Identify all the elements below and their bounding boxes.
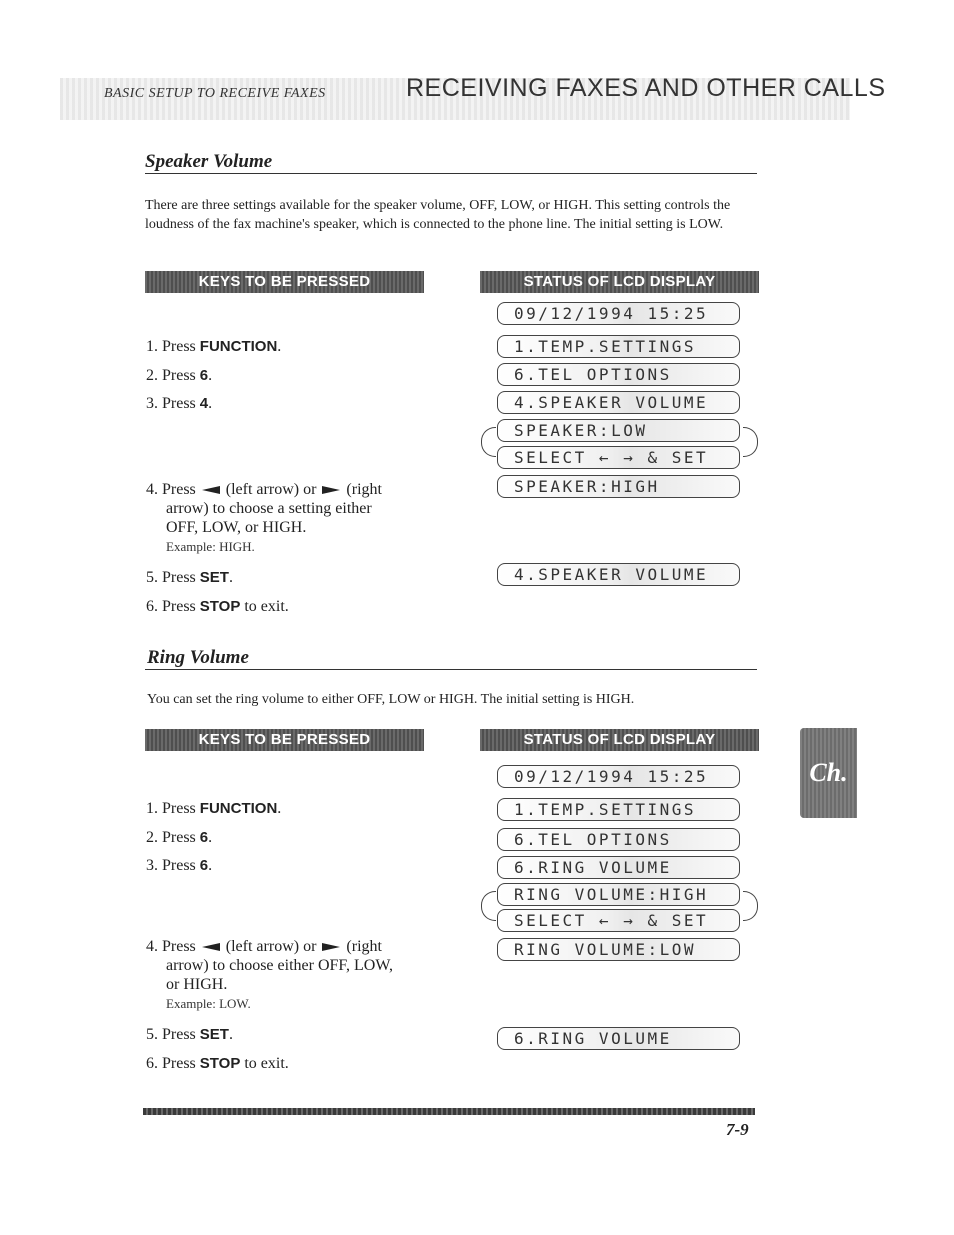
section-title-speaker-volume: Speaker Volume bbox=[145, 151, 273, 172]
lcd-display: 6.TEL OPTIONS bbox=[497, 363, 740, 386]
step-2: 2. Press 6. bbox=[146, 829, 213, 846]
lcd-display: SELECT ← → & SET bbox=[497, 446, 740, 469]
lcd-display: 4.SPEAKER VOLUME bbox=[497, 563, 740, 586]
keys-banner: KEYS TO BE PRESSED bbox=[145, 271, 424, 293]
cycle-loop-icon bbox=[743, 891, 758, 921]
speaker-intro-paragraph: There are three settings available for the speaker volume, OFF, LOW, or HIGH. This setting controls the loudness of the fax machine's speaker, which is connected to the phone line. The initial setting is LOW. bbox=[145, 198, 731, 232]
section-rule bbox=[145, 669, 757, 670]
lcd-display: 6.RING VOLUME bbox=[497, 856, 740, 879]
page-number: 7-9 bbox=[726, 1120, 749, 1139]
lcd-display: 4.SPEAKER VOLUME bbox=[497, 391, 740, 414]
step-3: 3. Press 4. bbox=[146, 395, 213, 412]
running-header-section: BASIC SETUP TO RECEIVE FAXES bbox=[104, 86, 326, 101]
left-arrow-icon bbox=[202, 943, 220, 951]
cycle-loop-icon bbox=[481, 891, 496, 921]
lcd-display: SPEAKER:HIGH bbox=[497, 475, 740, 498]
right-arrow-icon bbox=[322, 943, 340, 951]
lcd-display: 1.TEMP.SETTINGS bbox=[497, 798, 740, 821]
running-header-chapter: RECEIVING FAXES AND OTHER CALLS bbox=[406, 74, 886, 102]
keys-banner: KEYS TO BE PRESSED bbox=[145, 729, 424, 751]
left-arrow-icon bbox=[202, 486, 220, 494]
lcd-display: 6.TEL OPTIONS bbox=[497, 828, 740, 851]
footer-rule bbox=[143, 1108, 755, 1115]
step-4: 4. Press (left arrow) or (right arrow) to choose either OFF, LOW, or HIGH. Example: LOW. bbox=[146, 938, 393, 1011]
lcd-display: RING VOLUME:HIGH bbox=[497, 883, 740, 906]
lcd-display: 09/12/1994 15:25 bbox=[497, 302, 740, 325]
lcd-display: 1.TEMP.SETTINGS bbox=[497, 335, 740, 358]
step-4: 4. Press (left arrow) or (right arrow) to choose a setting either OFF, LOW, or HIGH. Example: HIGH. bbox=[146, 481, 382, 554]
lcd-banner: STATUS OF LCD DISPLAY bbox=[480, 729, 759, 751]
step-5: 5. Press SET. bbox=[146, 1026, 233, 1043]
step-3: 3. Press 6. bbox=[146, 857, 213, 874]
step-6: 6. Press STOP to exit. bbox=[146, 1055, 289, 1072]
step-5: 5. Press SET. bbox=[146, 569, 233, 586]
cycle-loop-icon bbox=[743, 427, 758, 457]
lcd-display: SPEAKER:LOW bbox=[497, 419, 740, 442]
lcd-display: 09/12/1994 15:25 bbox=[497, 765, 740, 788]
section-rule bbox=[145, 173, 757, 174]
lcd-display: RING VOLUME:LOW bbox=[497, 938, 740, 961]
lcd-banner: STATUS OF LCD DISPLAY bbox=[480, 271, 759, 293]
section-title-ring-volume: Ring Volume bbox=[147, 647, 249, 668]
step-1: 1. Press FUNCTION. bbox=[146, 800, 282, 817]
right-arrow-icon bbox=[322, 486, 340, 494]
step-6: 6. Press STOP to exit. bbox=[146, 598, 289, 615]
step-2: 2. Press 6. bbox=[146, 367, 213, 384]
lcd-display: SELECT ← → & SET bbox=[497, 909, 740, 932]
lcd-display: 6.RING VOLUME bbox=[497, 1027, 740, 1050]
ring-intro-paragraph: You can set the ring volume to either OFF, LOW or HIGH. The initial setting is HIGH. bbox=[147, 692, 635, 707]
step-1: 1. Press FUNCTION. bbox=[146, 338, 282, 355]
cycle-loop-icon bbox=[481, 427, 496, 457]
chapter-tab-label: Ch. 7 bbox=[809, 758, 848, 877]
